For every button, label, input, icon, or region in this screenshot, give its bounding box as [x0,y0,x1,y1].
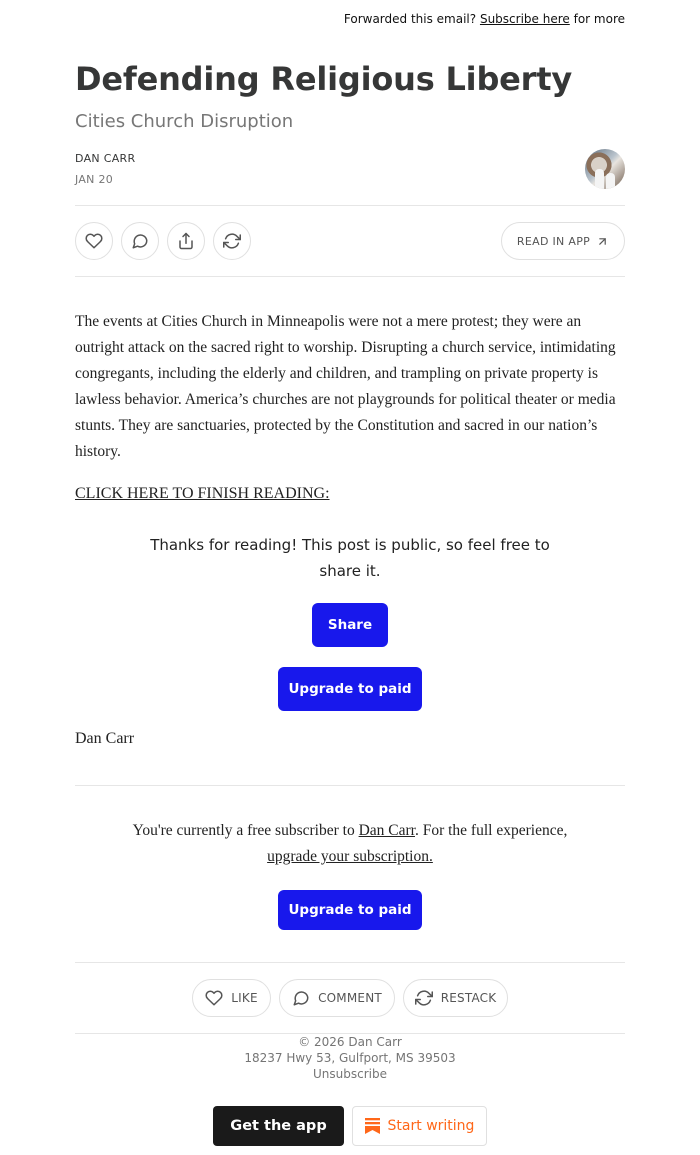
divider [75,1033,625,1034]
subscription-middle: . For the full experience, [414,822,568,839]
heart-icon [85,232,103,250]
substack-logo-icon [365,1118,380,1134]
restack-icon [223,232,241,250]
upgrade-button-footer[interactable]: Upgrade to paid [278,890,422,930]
signature: Dan Carr [75,730,135,747]
read-in-app-label: READ IN APP [516,234,591,248]
restack-button[interactable] [213,222,251,260]
post-subtitle: Cities Church Disruption [75,111,294,132]
subscription-notice [100,818,600,870]
post-title[interactable]: Defending Religious Liberty [75,60,572,98]
restack-label: RESTACK [440,991,497,1005]
avatar[interactable] [585,149,625,189]
like-pill-button[interactable] [192,979,271,1017]
start-writing-button[interactable] [352,1106,487,1146]
like-label: LIKE [231,991,258,1005]
restack-pill-button[interactable] [403,979,508,1017]
finish-reading-link[interactable]: CLICK HERE TO FINISH READING: [75,485,330,502]
unsubscribe-link[interactable]: Unsubscribe [313,1067,387,1081]
get-the-app-button[interactable]: Get the app [213,1106,344,1146]
forwarded-prefix: Forwarded this email? [343,12,477,26]
author-name[interactable]: DAN CARR [75,152,136,165]
address: 18237 Hwy 53, Gulfport, MS 39503 [244,1051,456,1065]
comment-icon [131,232,149,250]
heart-icon [205,989,223,1007]
upgrade-subscription-link[interactable]: upgrade your subscription. [267,848,433,865]
divider [75,276,625,277]
post-date: JAN 20 [75,173,114,186]
comment-icon [292,989,310,1007]
like-button[interactable] [75,222,113,260]
divider [75,962,625,963]
comment-label: COMMENT [318,991,382,1005]
forwarded-suffix: for more [573,12,625,26]
post-body: The events at Cities Church in Minneapolis were not a mere protest; they were an outright attack on the sacred right to worship. Disrupting a church service, intimidating congregants, including the elderly and children, and trampling on private property is lawless behavior. America’s churches are not playgrounds for political theater or media stunts. They are sanctuaries, protected by the Constitution and sacred in our nation’s history. [75,313,616,460]
comment-pill-button[interactable] [279,979,395,1017]
divider [75,205,625,206]
thanks-message: Thanks for reading! This post is public, so feel free to share it. [150,536,550,580]
forwarded-notice [344,12,625,26]
upgrade-button[interactable]: Upgrade to paid [278,667,422,711]
read-in-app-button[interactable] [501,222,625,260]
share-post-button[interactable]: Share [312,603,388,647]
subscription-prefix: You're currently a free subscriber to [132,822,355,839]
share-icon [177,232,195,250]
start-writing-label: Start writing [387,1118,475,1134]
divider [75,785,625,786]
share-button[interactable] [167,222,205,260]
arrow-up-right-icon [596,235,609,248]
comment-button[interactable] [121,222,159,260]
author-link[interactable]: Dan Carr [358,822,415,839]
copyright: © 2026 Dan Carr [298,1035,402,1049]
restack-icon [415,989,433,1007]
subscribe-link[interactable]: Subscribe here [479,12,570,26]
